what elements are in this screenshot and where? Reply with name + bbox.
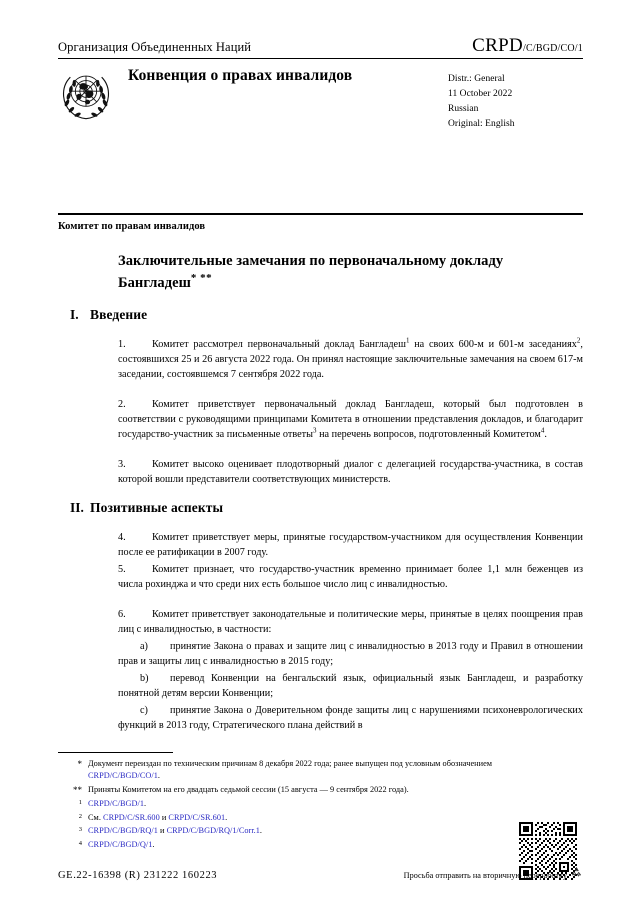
paragraph-1 (118, 338, 583, 383)
document-symbol-sub: /C/BGD/CO/1 (523, 43, 583, 54)
footnote-link-secondary[interactable]: CRPD/C/SR.601 (168, 812, 226, 822)
page-title (118, 252, 583, 293)
paragraph-4 (118, 531, 583, 561)
paragraph-text: Комитет приветствует первоначальный доклад Бангладеш, который был подготовлен в соответствии с руководящими принципами Комитета в отношении представления докладов, и благодарит государство-участник за письменные ответы$^3$ на перечень вопросов, подготовленный Комитетом$^4$. (118, 399, 583, 440)
page-title-footnote-marks: * ** (190, 272, 213, 285)
distribution-language: Russian (448, 104, 479, 114)
paragraph-number: 5. (118, 564, 126, 575)
masthead-rule (58, 58, 583, 59)
page-title-text: Заключительные замечания по первоначальному докладу Бангладеш (118, 253, 504, 291)
footnote-asterisk (58, 758, 538, 782)
subitem-text: перевод Конвенции на бенгальский язык, официальный язык Бангладеш, и разработку понятной детям версии Конвенции; (118, 673, 583, 699)
footnote-link[interactable]: CRPD/C/SR.600 (103, 812, 160, 822)
title-block (58, 62, 583, 132)
footnote-1 (58, 798, 538, 810)
section-heading-introduction (58, 307, 583, 323)
footnote-text: CRPD/C/BGD/RQ/1 и CRPD/C/BGD/RQ/1/Corr.1. (88, 826, 263, 836)
distribution-date: 11 October 2022 (448, 89, 513, 99)
footnote-link[interactable]: CRPD/C/BGD/RQ/1 (88, 826, 158, 836)
masthead (58, 36, 583, 59)
footnote-separator (58, 752, 173, 753)
distribution-type: Distr.: General (448, 74, 505, 84)
paragraph-number: 2. (118, 399, 126, 410)
section-heading-positive-aspects (58, 500, 583, 516)
footnote-double-asterisk (58, 784, 538, 797)
page-footer (58, 866, 583, 884)
committee-name: Комитет по правам инвалидов (58, 221, 206, 232)
document-symbol (472, 36, 583, 56)
footnote-text: См. CRPD/C/SR.600 и CRPD/C/SR.601. (88, 812, 228, 822)
footnote-2 (58, 812, 538, 824)
distribution-original: Original: English (448, 119, 515, 129)
paragraph-number: 3. (118, 459, 126, 470)
un-emblem (58, 66, 114, 122)
paragraph-number: 4. (118, 532, 126, 543)
distribution-block (448, 62, 583, 132)
subitem-a (118, 640, 583, 670)
paragraph-5 (118, 563, 583, 593)
footnote-link[interactable]: CRPD/C/BGD/1 (88, 799, 145, 809)
subitem-letter: b) (140, 673, 149, 684)
footnote-link[interactable]: CRPD/C/BGD/CO/1 (88, 771, 158, 781)
recycle-icon (570, 866, 583, 884)
subitem-text: принятие Закона о Доверительном фонде защиты лиц с нарушениями психоневрологических функций в 2013 году, Стратегического плана действий в (118, 705, 583, 731)
footnote-mark: ** (73, 784, 82, 795)
subitem-b (118, 672, 583, 702)
paragraph-2 (118, 398, 583, 443)
footnote-link-secondary[interactable]: CRPD/C/BGD/RQ/1/Corr.1 (166, 826, 260, 836)
paragraph-number: 1. (118, 339, 126, 350)
paragraph-text: Комитет приветствует законодательные и политические меры, принятые в целях поощрения прав лиц с инвалидностью, в частности: (118, 609, 583, 635)
recycle-text: Просьба отправить на вторичную переработку (403, 870, 567, 880)
subitem-letter: a) (140, 641, 148, 652)
footnote-mark: 1 (78, 799, 82, 807)
paragraph-6 (118, 608, 583, 638)
section-numeral: II. (70, 500, 84, 515)
header-separator (58, 213, 583, 215)
footnote-mark: 4 (78, 839, 82, 847)
paragraph-3 (118, 458, 583, 488)
convention-title: Конвенция о правах инвалидов (128, 67, 353, 84)
paragraph-text: Комитет признает, что государство-участник временно принимает более 1,1 млн беженцев из числа рохинджа и что среди них есть большое число лиц с инвалидностью. (118, 564, 583, 590)
section-title: Позитивные аспекты (90, 500, 224, 515)
footnote-3 (58, 825, 538, 837)
recycle-notice (404, 866, 583, 884)
footnote-mark: 3 (78, 826, 82, 834)
paragraph-text: Комитет высоко оценивает плодотворный диалог с делегацией государства-участника, в состав которой вошли представители соответствующих министерств. (118, 459, 583, 485)
section-numeral: I. (70, 307, 79, 322)
document-symbol-main: CRPD (472, 35, 523, 56)
subitem-letter: c) (140, 705, 148, 716)
subitem-c (118, 704, 583, 734)
footnote-mark: * (77, 759, 82, 769)
footnote-4 (58, 839, 538, 851)
footnote-mark: 2 (78, 812, 82, 820)
job-number: GE.22-16398 (R) 231222 160223 (58, 869, 218, 881)
footnote-text: CRPD/C/BGD/Q/1. (88, 839, 155, 849)
paragraph-text: Комитет приветствует меры, принятые государством-участником для осуществления Конвенции после ее ратификации в 2007 году. (118, 532, 583, 558)
paragraph-text: Комитет рассмотрел первоначальный доклад Бангладеш$^1$ на своих 600-м и 601-м заседаниях$^2$, состоявшихся 25 и 26 августа 2022 года. Он принял настоящие заключительные замечания на своем 617-м заседании, состоявшемся 7 сентября 2022 года. (118, 336, 583, 380)
subitem-text: принятие Закона о правах и защите лиц с инвалидностью в 2013 году и Правил в отношении прав и защиты лиц с инвалидностью в 2015 году; (118, 641, 583, 667)
footnotes-block (58, 758, 538, 852)
footnote-link[interactable]: CRPD/C/BGD/Q/1 (88, 839, 153, 849)
section-title: Введение (90, 307, 148, 322)
footnote-text: CRPD/C/BGD/1. (88, 799, 147, 809)
footnote-text: Документ переиздан по техническим причинам 8 декабря 2022 года; ранее выпущен под условным обозначением CRPD/C/BGD/CO/1. (88, 759, 493, 781)
organization-name: Организация Объединенных Наций (58, 40, 252, 55)
footnote-text: Приняты Комитетом на его двадцать седьмой сессии (15 августа — 9 сентября 2022 года). (88, 784, 409, 794)
paragraph-number: 6. (118, 609, 126, 620)
